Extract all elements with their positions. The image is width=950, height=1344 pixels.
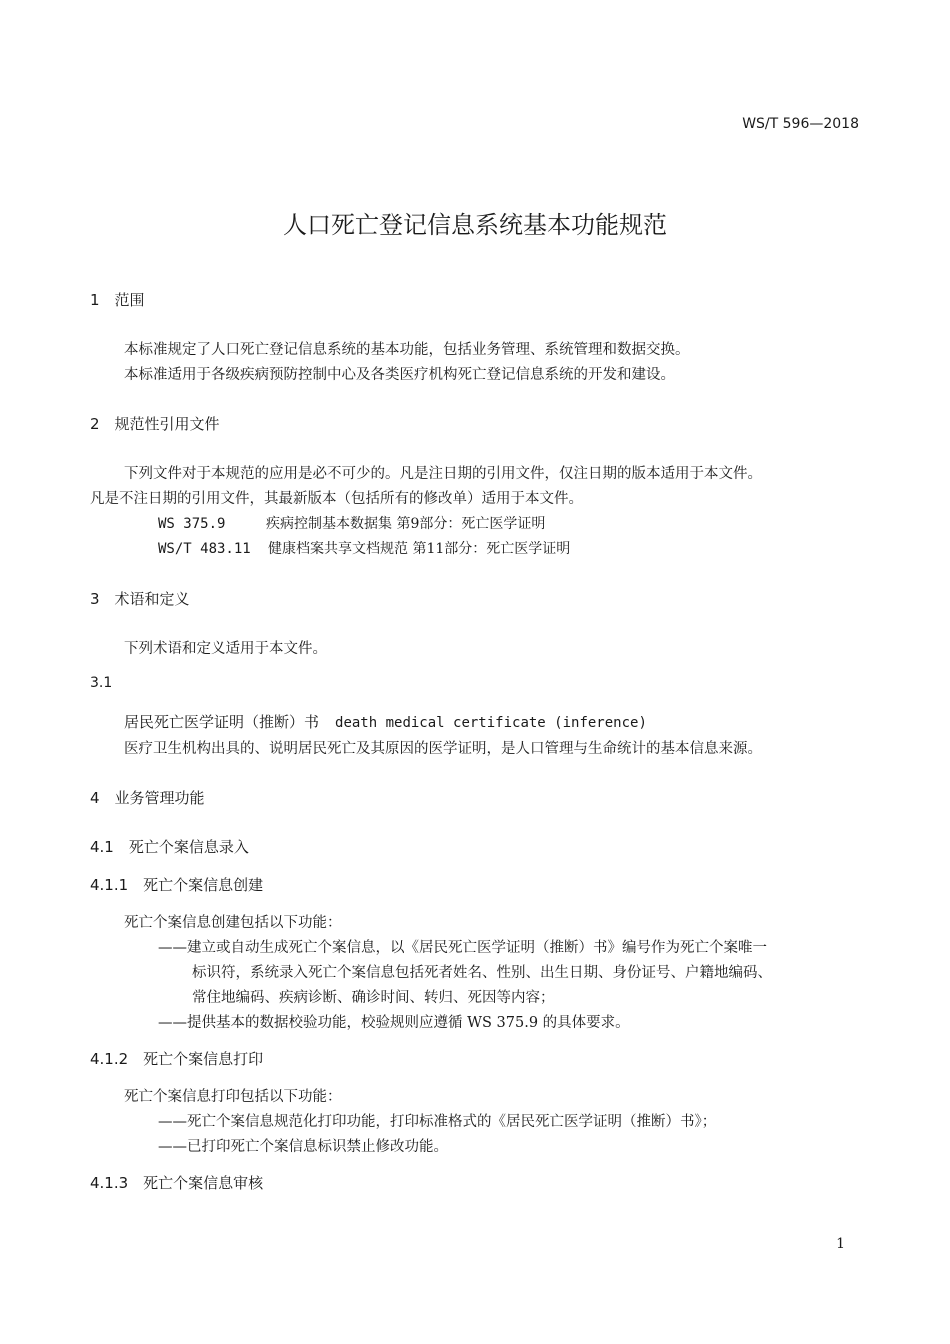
reference-code: WS/T 483.11 xyxy=(158,541,251,557)
section-3-heading: 3 术语和定义 xyxy=(90,590,190,608)
section-4-heading: 4 业务管理功能 xyxy=(90,789,205,807)
section-4-1-3-heading: 4.1.3 死亡个案信息审核 xyxy=(90,1174,264,1192)
section-1-paragraph-2: 本标准适用于各级疾病预防控制中心及各类医疗机构死亡登记信息系统的开发和建设。 xyxy=(124,367,675,383)
term-chinese: 居民死亡医学证明（推断）书 xyxy=(124,713,320,731)
section-1-heading: 1 范围 xyxy=(90,291,145,309)
list-item-line: ——建立或自动生成死亡个案信息，以《居民死亡医学证明（推断）书》编号作为死亡个案唯一 xyxy=(158,940,767,956)
term-heading xyxy=(124,711,647,732)
reference-item xyxy=(158,538,570,558)
standard-number: WS/T 596—2018 xyxy=(742,116,859,132)
section-2-paragraph-line-1: 下列文件对于本规范的应用是必不可少的。凡是注日期的引用文件，仅注日期的版本适用于本文件。 xyxy=(124,466,762,482)
document-title: 人口死亡登记信息系统基本功能规范 xyxy=(283,211,667,239)
section-4-1-2-intro: 死亡个案信息打印包括以下功能： xyxy=(124,1089,342,1105)
list-item: ——死亡个案信息规范化打印功能，打印标准格式的《居民死亡医学证明（推断）书》； xyxy=(158,1114,717,1130)
term-english: death medical certificate (inference) xyxy=(335,715,647,731)
term-definition: 医疗卫生机构出具的、说明居民死亡及其原因的医学证明，是人口管理与生命统计的基本信息来源。 xyxy=(124,741,762,757)
list-item-line: 标识符，系统录入死亡个案信息包括死者姓名、性别、出生日期、身份证号、户籍地编码、 xyxy=(192,965,772,981)
section-3-paragraph: 下列术语和定义适用于本文件。 xyxy=(124,641,327,657)
reference-code: WS 375.9 xyxy=(158,516,226,532)
list-item: ——已打印死亡个案信息标识禁止修改功能。 xyxy=(158,1139,448,1155)
term-number: 3.1 xyxy=(90,675,113,691)
section-4-1-2-heading: 4.1.2 死亡个案信息打印 xyxy=(90,1050,264,1068)
section-4-1-heading: 4.1 死亡个案信息录入 xyxy=(90,838,249,856)
reference-item xyxy=(158,513,545,533)
section-2-heading: 2 规范性引用文件 xyxy=(90,415,220,433)
section-1-paragraph-1: 本标准规定了人口死亡登记信息系统的基本功能，包括业务管理、系统管理和数据交换。 xyxy=(124,342,690,358)
section-4-1-1-heading: 4.1.1 死亡个案信息创建 xyxy=(90,876,264,894)
page-number: 1 xyxy=(836,1236,845,1252)
section-4-1-1-intro: 死亡个案信息创建包括以下功能： xyxy=(124,915,342,931)
list-item-line: 常住地编码、疾病诊断、确诊时间、转归、死因等内容； xyxy=(192,990,555,1006)
reference-title: 疾病控制基本数据集 第9部分：死亡医学证明 xyxy=(266,516,546,532)
list-item: ——提供基本的数据校验功能，校验规则应遵循 WS 375.9 的具体要求。 xyxy=(158,1015,630,1031)
reference-title: 健康档案共享文档规范 第11部分：死亡医学证明 xyxy=(268,541,571,557)
section-2-paragraph-line-2: 凡是不注日期的引用文件，其最新版本（包括所有的修改单）适用于本文件。 xyxy=(90,491,583,507)
